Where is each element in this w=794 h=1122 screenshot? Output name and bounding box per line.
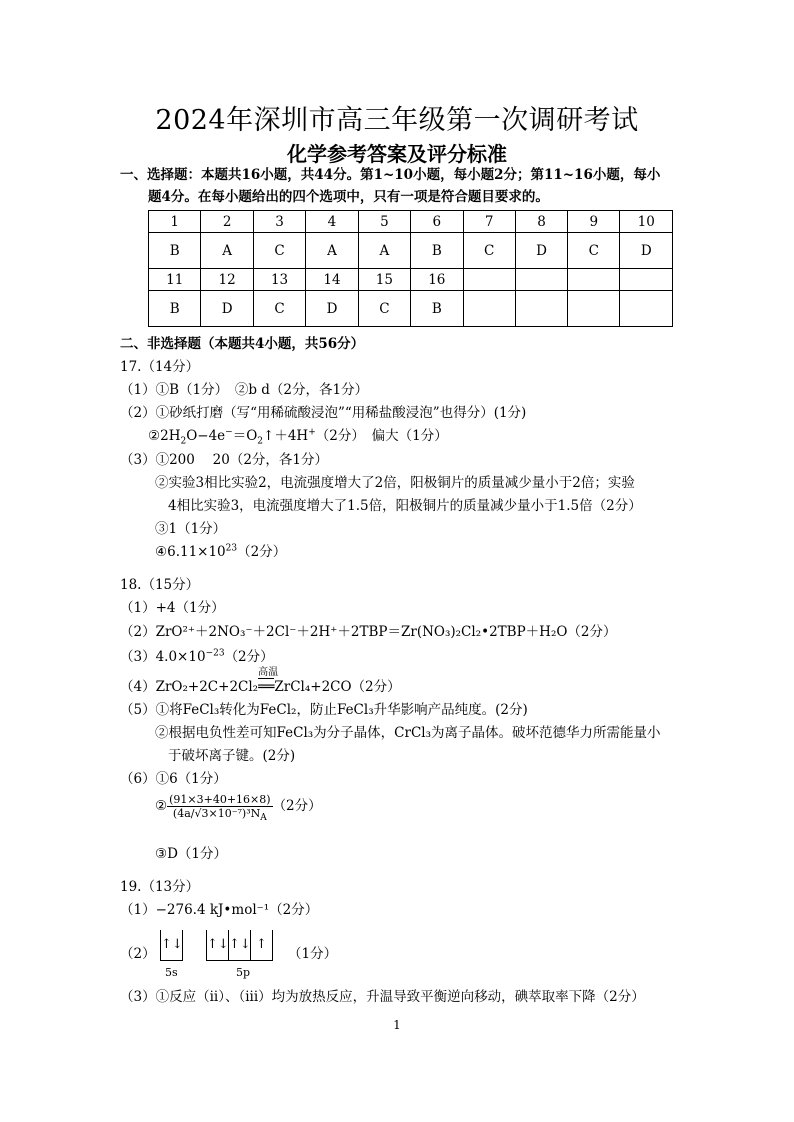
- question-number: 11: [149, 269, 201, 291]
- q18-line3-part: （2分）: [224, 649, 274, 665]
- orbital-box: ↑↓: [207, 930, 229, 960]
- q19-line2-prefix: （2）: [120, 946, 156, 962]
- question-number: 7: [463, 211, 515, 233]
- answer-cell: C: [358, 291, 410, 327]
- answer-cell: B: [149, 291, 201, 327]
- q17-line7: ③1（1分）: [155, 521, 227, 537]
- orbital-box: ↑: [256, 937, 267, 952]
- q17-exponent: 23: [225, 543, 238, 554]
- q18-line3-part: （3）4.0×10: [120, 649, 206, 665]
- q17-line8: [155, 543, 286, 561]
- orbital-5p: [206, 930, 273, 961]
- q18-line8: （6）①6（1分）: [120, 771, 227, 787]
- formula-numerator: (91×3+40+16×8): [169, 793, 271, 806]
- answer-cell: D: [201, 291, 253, 327]
- answer-cell: C: [463, 233, 515, 269]
- q19-line3: （3）①反应（ii）、（iii）均为放热反应，升温导致平衡逆向移动，碘萃取率下降（2分）: [120, 989, 645, 1005]
- empty-cell: [568, 269, 620, 291]
- q17-line3-part: O−4e: [186, 428, 226, 444]
- answer-key-subtitle: 化学参考答案及评分标准: [287, 142, 507, 166]
- answer-table-row: [149, 211, 673, 233]
- q18-line7: 于破坏离子键。(2分): [168, 748, 296, 764]
- q17-line3-part: （2分） 偏大（1分）: [315, 428, 448, 444]
- answer-cell: A: [358, 233, 410, 269]
- orbital-box: ↑↓: [229, 930, 251, 960]
- answer-table-row: [149, 291, 673, 327]
- q17-line8-part: （2分）: [237, 544, 287, 560]
- q18-line9-suffix: （2分）: [272, 798, 322, 814]
- answer-table-row: [149, 233, 673, 269]
- empty-cell: [515, 269, 567, 291]
- q18-exponent: −23: [205, 648, 225, 659]
- exam-title: 2024年深圳市高三年级第一次调研考试: [155, 105, 639, 136]
- question-number: 14: [306, 269, 358, 291]
- answer-cell: D: [620, 233, 673, 269]
- answer-table: [148, 210, 673, 327]
- question-number: 2: [201, 211, 253, 233]
- formula-denominator-text: (4a/√3×10⁻⁷)³N: [172, 807, 261, 820]
- empty-cell: [568, 291, 620, 327]
- q18-line10: ③D（1分）: [155, 846, 228, 862]
- question-number: 10: [620, 211, 673, 233]
- question-number: 6: [411, 211, 463, 233]
- q19-line1: （1）−276.4 kJ•mol⁻¹（2分）: [120, 902, 319, 918]
- q18-line4-part: （4）ZrO₂+2C+2Cl₂: [120, 679, 259, 695]
- q17-line3-part: ②2H: [148, 428, 181, 444]
- question-number: 9: [568, 211, 620, 233]
- orbital-label-5p: 5p: [236, 966, 251, 979]
- orbital-box: ↑↓: [161, 937, 183, 952]
- page-number: 1: [393, 1018, 401, 1032]
- answer-cell: D: [306, 291, 358, 327]
- formula-denominator: [167, 807, 272, 824]
- answer-cell: B: [411, 291, 463, 327]
- answer-cell: A: [201, 233, 253, 269]
- q18-line4-part: ZrCl₄+2CO（2分）: [274, 679, 401, 695]
- empty-cell: [620, 269, 673, 291]
- q18-line9: [155, 793, 322, 824]
- answer-cell: C: [253, 291, 305, 327]
- q17-line3-part: ↑＋4H: [263, 428, 309, 444]
- empty-cell: [620, 291, 673, 327]
- answer-cell: D: [515, 233, 567, 269]
- orbital-5s: [160, 930, 183, 961]
- q18-heading: 18.（15分）: [120, 577, 200, 593]
- q18-line9-prefix: ②: [155, 798, 168, 814]
- answer-table-row: [149, 269, 673, 291]
- density-formula: [167, 793, 272, 824]
- section2-header: 二、非选择题（本题共4小题，共56分）: [120, 336, 365, 352]
- q17-line5: ②实验3相比实验2，电流强度增大了2倍，阳极铜片的质量减少量小于2倍；实验: [155, 475, 635, 491]
- q19-heading: 19.（13分）: [120, 879, 200, 895]
- question-number: 3: [253, 211, 305, 233]
- question-number: 15: [358, 269, 410, 291]
- q18-line5: （5）①将FeCl₃转化为FeCl₂，防止FeCl₃升华影响产品纯度。(2分): [120, 702, 528, 718]
- q17-line3: $②2H_2O-4e^-=O_2↑+4H^+(2$分） 偏大（1分）: [148, 427, 448, 447]
- reaction-condition-label: 高温: [258, 667, 279, 678]
- q17-line4: （3）①200 20（2分，各1分）: [120, 452, 329, 468]
- q18-line4: [120, 667, 401, 696]
- question-number: 5: [358, 211, 410, 233]
- empty-cell: [463, 269, 515, 291]
- q18-line3: [120, 648, 274, 666]
- q18-line2: （2）ZrO²⁺＋2NO₃⁻＋2Cl⁻＋2H⁺＋2TBP＝Zr(NO₃)₂Cl₂•2TBP＋H₂O（2分）: [120, 624, 617, 640]
- q17-line2: （2）①砂纸打磨（写“用稀硫酸浸泡”“用稀盐酸浸泡”也得分）(1分): [120, 405, 527, 421]
- q17-line3-part: ＝O: [232, 428, 258, 444]
- answer-cell: A: [306, 233, 358, 269]
- section1-instructions-line1: 一、选择题：本题共16小题，共44分。第1~10小题，每小题2分；第11~16小题，每小: [120, 167, 661, 183]
- answer-cell: B: [149, 233, 201, 269]
- question-number: 1: [149, 211, 201, 233]
- answer-cell: C: [253, 233, 305, 269]
- q18-line6: ②根据电负性差可知FeCl₃为分子晶体，CrCl₃为离子晶体。破坏范德华力所需能量小: [155, 725, 661, 741]
- section1-instructions-line2: 题4分。在每小题给出的四个选项中，只有一项是符合题目要求的。: [148, 189, 549, 205]
- q19-line2-suffix: （1分）: [288, 946, 338, 962]
- q17-line6: 4相比实验3，电流强度增大了1.5倍，阳极铜片的质量减少量小于1.5倍（2分）: [168, 498, 642, 514]
- orbital-label-5s: 5s: [165, 966, 178, 979]
- empty-cell: [515, 291, 567, 327]
- empty-cell: [463, 291, 515, 327]
- question-number: 12: [201, 269, 253, 291]
- q18-line1: （1）+4（1分）: [120, 600, 225, 616]
- question-number: 8: [515, 211, 567, 233]
- q17-line1: （1）①B（1分） ②b d（2分，各1分）: [120, 382, 369, 398]
- q17-heading: 17.（14分）: [120, 359, 200, 375]
- question-number: 4: [306, 211, 358, 233]
- q17-line8-part: ④6.11×10: [155, 544, 226, 560]
- formula-denominator-sub: A: [260, 813, 267, 824]
- question-number: 13: [253, 269, 305, 291]
- answer-cell: C: [568, 233, 620, 269]
- reaction-condition: 高温 ══: [258, 667, 279, 695]
- answer-cell: B: [411, 233, 463, 269]
- question-number: 16: [411, 269, 463, 291]
